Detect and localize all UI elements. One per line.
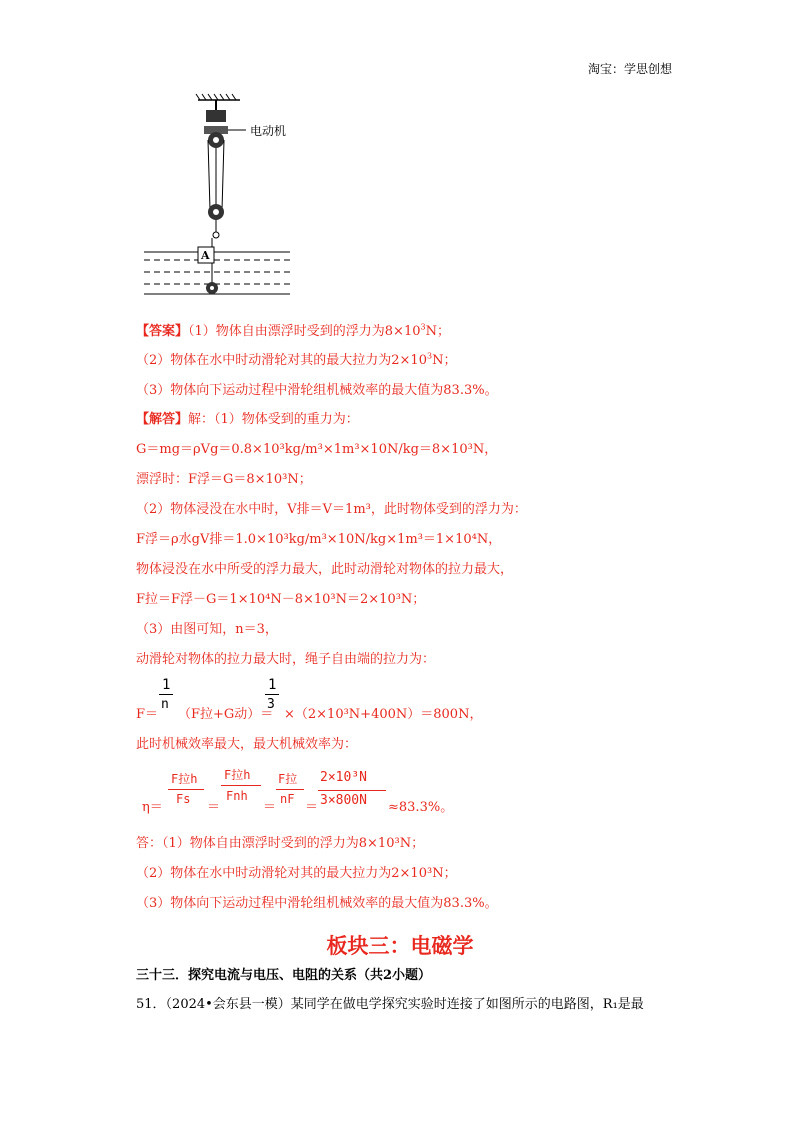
- eta-f2-num: F拉h: [224, 768, 251, 782]
- eta-f2-den: Fnh: [226, 789, 248, 803]
- eta-eq-3: ＝: [305, 800, 319, 815]
- frac-a-den: n: [161, 697, 169, 712]
- eta-f3-den: nF: [280, 792, 295, 806]
- question-group-title: 三十三．探究电流与电压、电阻的关系（共2小题）: [136, 968, 432, 983]
- solution-s5: F浮＝ρ水gV排＝1.0×10³kg/m³×10N/kg×1m³＝1×10⁴N，: [136, 532, 502, 547]
- formula-F-c: ×（2×10³N+400N）＝800N，: [284, 707, 483, 722]
- eta-approx: ≈83.3%。: [388, 800, 454, 815]
- solution-s2: G＝mg＝ρVg＝0.8×10³kg/m³×1m³×10N/kg＝8×10³N，: [136, 442, 498, 457]
- final-1: （2）物体在水中时动滑轮对其的最大拉力为2×10³N；: [136, 866, 457, 881]
- header-shop: 淘宝：学思创想: [588, 62, 673, 76]
- solution-s8: （3）由图可知，n＝3，: [136, 622, 278, 637]
- formula-F-b: （F拉+G动）＝: [178, 707, 274, 722]
- eta-f1-bar: [168, 789, 204, 790]
- frac-a-bar: [159, 694, 173, 695]
- solution-s7: F拉＝F浮－G＝1×10⁴N－8×10³N＝2×10³N；: [136, 592, 426, 607]
- answer-2: （2）物体在水中时动滑轮对其的最大拉力为2×10: [136, 353, 427, 368]
- frac-a-num: 1: [162, 677, 171, 693]
- eta-f4-bar: [318, 790, 386, 791]
- frac-b-bar: [265, 694, 279, 695]
- answer-1-unit: N；: [425, 324, 450, 339]
- solution-s4: （2）物体浸没在水中时，V排＝V＝1m³，此时物体受到的浮力为：: [136, 502, 527, 517]
- solution-s1: 解：（1）物体受到的重力为：: [188, 412, 359, 427]
- eta-eq-1: ＝: [207, 800, 221, 815]
- eta-f1-den: Fs: [176, 792, 191, 806]
- answer-3: （3）物体向下运动过程中滑轮组机械效率的最大值为83.3%。: [136, 383, 498, 398]
- formula-F-a: F＝: [136, 707, 159, 722]
- solution-s3: 漂浮时：F浮＝G＝8×10³N；: [136, 472, 312, 487]
- frac-b-num: 1: [268, 677, 277, 693]
- final-2: （3）物体向下运动过程中滑轮组机械效率的最大值为83.3%。: [136, 896, 498, 911]
- solution-s11: 此时机械效率最大，最大机械效率为：: [136, 737, 358, 752]
- eta-f1-num: F拉h: [171, 772, 198, 786]
- answer-1-exp: 3: [420, 322, 426, 332]
- eta-label: η＝: [142, 800, 163, 815]
- motor-label: 电动机: [250, 124, 287, 138]
- answer-1: （1）物体自由漂浮时受到的浮力为8×10: [188, 324, 421, 339]
- eta-f3-num: F拉: [278, 772, 298, 786]
- frac-b-den: 3: [267, 697, 275, 712]
- solution-s9: 动滑轮对物体的拉力最大时，绳子自由端的拉力为：: [136, 652, 436, 667]
- final-0: 答：（1）物体自由漂浮时受到的浮力为8×10³N；: [136, 836, 425, 851]
- eta-eq-2: ＝: [263, 800, 277, 815]
- eta-f4-den: 3×800N: [320, 793, 367, 808]
- block-label: A: [201, 249, 210, 262]
- answer-line-2: [136, 349, 456, 368]
- solution-s6: 物体浸没在水中所受的浮力最大，此时动滑轮对物体的拉力最大，: [136, 562, 514, 577]
- answer-2-exp: 3: [426, 351, 433, 361]
- answer-2-unit: N；: [432, 353, 457, 368]
- solution-line-1: [136, 408, 359, 427]
- answer-tag: 【答案】: [136, 324, 189, 339]
- section-title: 板块三：电磁学: [326, 934, 474, 958]
- eta-f3-bar: [276, 789, 304, 790]
- answer-line-1: [136, 320, 450, 339]
- solution-tag: 【解答】: [136, 412, 189, 427]
- eta-f2-bar: [221, 785, 261, 786]
- eta-f4-num: 2×10³N: [320, 770, 367, 785]
- question-51: 51．（2024•会东县一模）某同学在做电学探究实验时连接了如图所示的电路图，R₁是最: [136, 997, 644, 1012]
